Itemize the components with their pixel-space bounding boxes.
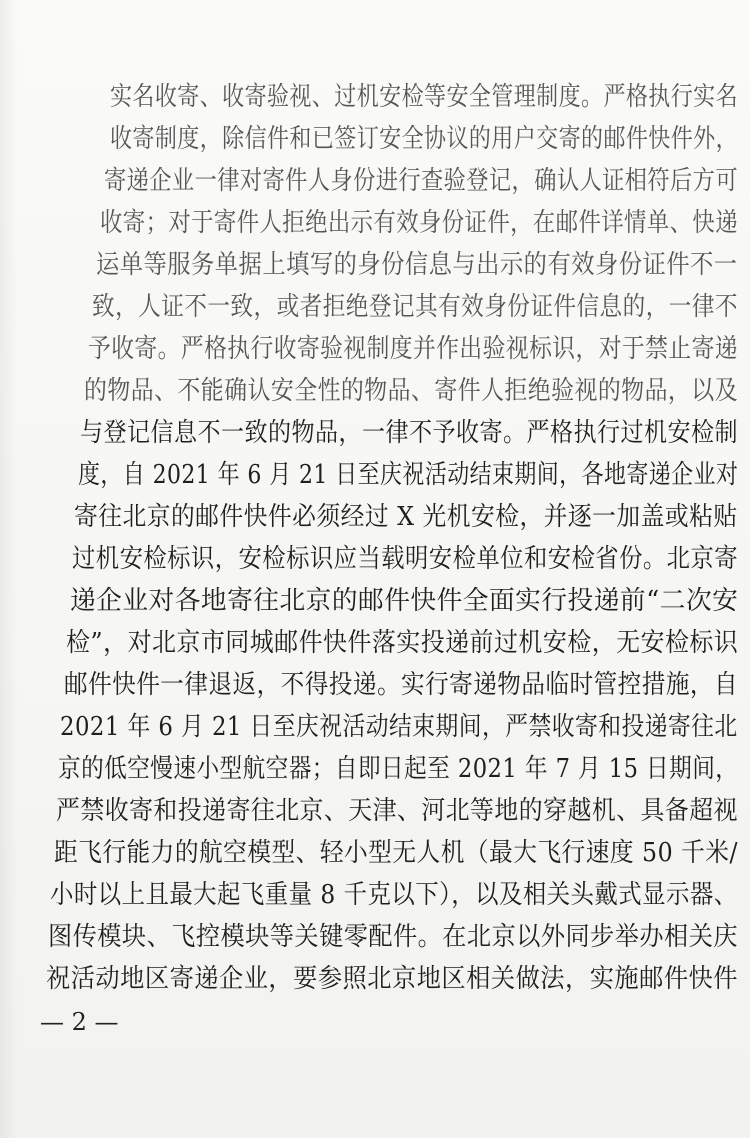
text-line-8: 的物品、不能确认安全性的物品、寄件人拒绝验视的物品，以及	[84, 376, 739, 406]
text-line-3: 寄递企业一律对寄件人身份进行查验登记，确认人证相符后方可	[104, 166, 738, 196]
text-line-14: 检”，对北京市同城邮件快件落实投递前过机安检，无安检标识	[66, 628, 739, 658]
text-line-4: 收寄；对于寄件人拒绝出示有效身份证件，在邮件详情单、快递	[100, 208, 738, 238]
text-line-2: 收寄制度，除信件和已签订安全协议的用户交寄的邮件快件外，	[110, 124, 739, 154]
text-line-10: 度，自 2021 年 6 月 21 日至庆祝活动结束期间，各地寄递企业对	[78, 460, 739, 490]
text-line-18: 严禁收寄和投递寄往北京、天津、河北等地的穿越机、具备超视	[56, 796, 738, 826]
text-line-22: 祝活动地区寄递企业，要参照北京地区相关做法，实施邮件快件	[46, 964, 739, 994]
text-line-15: 邮件快件一律退返，不得投递。实行寄递物品临时管控措施，自	[64, 670, 739, 700]
text-line-17: 京的低空慢速小型航空器；自即日起至 2021 年 7 月 15 日期间，	[58, 754, 739, 784]
text-line-12: 过机安检标识，安检标识应当载明安检单位和安检省份。北京寄	[72, 544, 739, 574]
page-shadow	[0, 0, 18, 1138]
text-line-11: 寄往北京的邮件快件必须经过 X 光机安检，并逐一加盖或粘贴	[74, 502, 738, 532]
text-line-6: 致，人证不一致，或者拒绝登记其有效身份证件信息的，一律不	[92, 292, 738, 322]
text-line-21: 图传模块、飞控模块等关键零配件。在北京以外同步举办相关庆	[48, 922, 739, 952]
text-line-16: 2021 年 6 月 21 日至庆祝活动结束期间，严禁收寄和投递寄往北	[60, 712, 738, 742]
text-line-13: 递企业对各地寄往北京的邮件快件全面实行投递前“二次安	[70, 586, 739, 616]
text-line-19: 距飞行能力的航空模型、轻小型无人机（最大飞行速度 50 千米/	[54, 838, 738, 868]
text-line-7: 予收寄。严格执行收寄验视制度并作出验视标识，对于禁止寄递	[88, 334, 739, 364]
text-line-20: 小时以上且最大起飞重量 8 千克以下），以及相关头戴式显示器、	[50, 880, 738, 910]
text-line-5: 运单等服务单据上填写的身份信息与出示的有效身份证件不一	[96, 250, 738, 280]
page-number: — 2 —	[40, 1008, 119, 1036]
text-line-1: 实名收寄、收寄验视、过机安检等安全管理制度。严格执行实名	[110, 82, 739, 112]
text-line-9: 与登记信息不一致的物品，一律不予收寄。严格执行过机安检制	[80, 418, 739, 448]
